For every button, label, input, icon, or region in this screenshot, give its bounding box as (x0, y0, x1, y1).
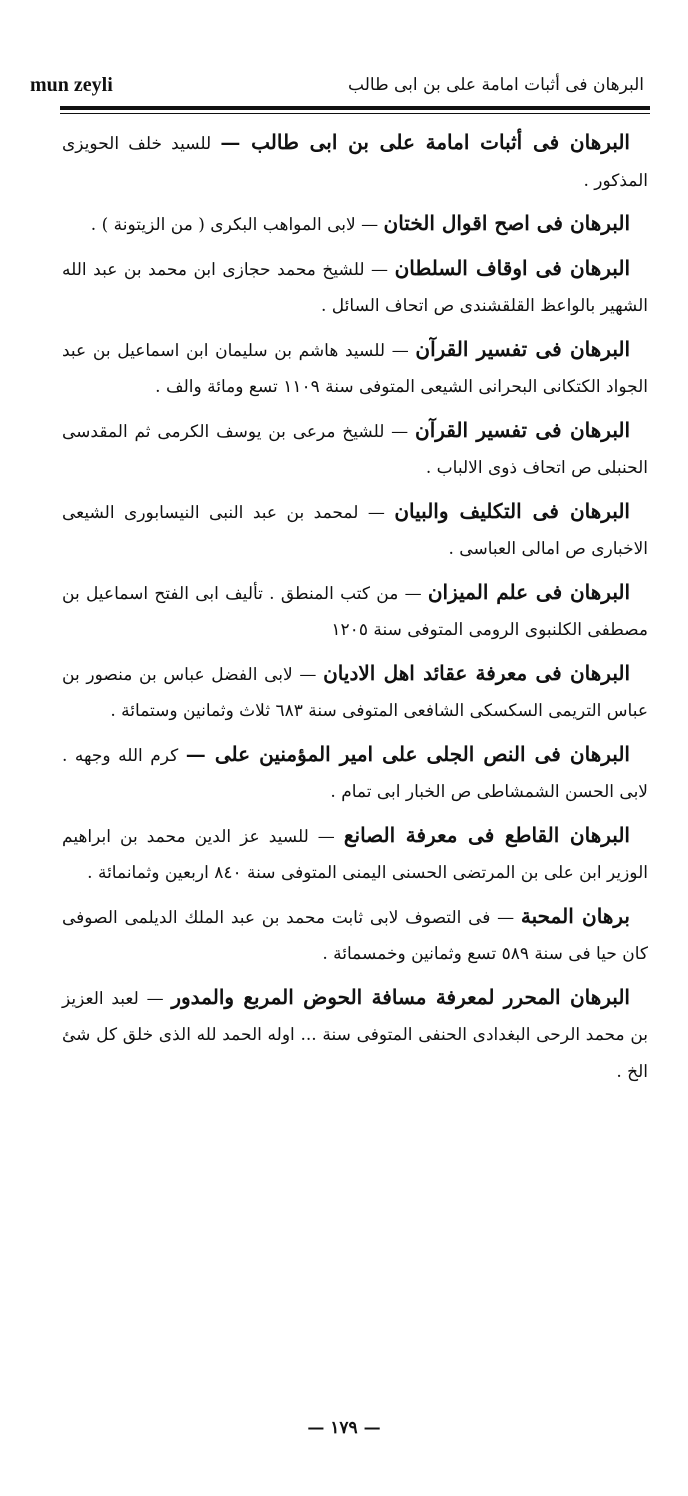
entry-title: البرهان فى تفسير القرآن (415, 417, 631, 442)
running-header (30, 68, 644, 102)
entry (62, 124, 648, 199)
entry-text: — فى التصوف لابى ثابت محمد بن عبد الملك الديلمى الصوفى كان حيا فى سنة ٥٨٩ تسع وثمانين وخمسمائة . (62, 907, 648, 964)
entry (62, 574, 648, 649)
entry (62, 331, 648, 406)
entry-title: البرهان فى التكليف والبيان (394, 498, 630, 523)
entry-text: — من كتب المنطق . تأليف ابى الفتح اسماعيل بن مصطفى الكلنبوى الرومى المتوفى سنة ١٢٠٥ (62, 583, 648, 640)
header-right-title: البرهان فى أثبات امامة على بن ابى طالب (348, 75, 644, 95)
entry-text: كرم الله وجهه . لابى الحسن الشمشاطى ص الخبار ابى تمام . (62, 745, 648, 802)
entry-text: — للشيخ مرعى بن يوسف الكرمى ثم المقدسى الحنبلى ص اتحاف ذوى الالباب . (62, 421, 648, 478)
entry (62, 817, 648, 892)
entry-title: البرهان فى تفسير القرآن (415, 336, 631, 361)
entry-title: البرهان فى النص الجلى على امير المؤمنين على — (185, 741, 630, 766)
entry-text: — للشيخ محمد حجازى ابن محمد بن عبد الله الشهير بالواعظ القلقشندى ص اتحاف السائل . (62, 259, 648, 316)
entry (62, 412, 648, 487)
entry (62, 898, 648, 973)
entry (62, 250, 648, 325)
header-rule-thick (60, 106, 650, 110)
entry-text: — لمحمد بن عبد النبى النيسابورى الشيعى الاخبارى ص امالى العباسى . (62, 502, 648, 559)
entry-title: برهان المحبة (520, 903, 630, 928)
entry (62, 736, 648, 811)
entry (62, 979, 648, 1091)
entry-title: البرهان فى علم الميزان (427, 579, 631, 604)
entry-text: — لعبد العزيز بن محمد الرحى البغدادى الحنفى المتوفى سنة ... اوله الحمد لله الذى خلق كل شئ الخ . (62, 988, 648, 1082)
entry-text: للسيد خلف الحويزى المذكور . (62, 134, 648, 191)
header-rule-thin (60, 113, 650, 114)
entry-text: — لابى الفضل عباس بن منصور بن عباس التريمى السكسكى الشافعى المتوفى سنة ٦٨٣ ثلاث وثمانين وستمائة . (62, 664, 648, 721)
entry-title: البرهان القاطع فى معرفة الصانع (343, 822, 630, 847)
page-number: — ١٧٩ — (307, 1418, 381, 1438)
entry-title: البرهان فى أثبات امامة على بن ابى طالب — (220, 130, 630, 154)
header-left-label: mun zeyli (30, 73, 113, 96)
entry (62, 655, 648, 730)
entries-list (62, 124, 648, 1096)
entry-text: — لابى المواهب البكرى ( من الزيتونة ) . (90, 215, 384, 235)
entry-title: البرهان فى معرفة عقائد اهل الاديان (323, 660, 631, 685)
entry-title: البرهان المحرر لمعرفة مسافة الحوض المربع والمدور (171, 984, 630, 1009)
entry (62, 493, 648, 568)
entry-text: — للسيد هاشم بن سليمان ابن اسماعيل بن عبد الجواد الكتكانى البحرانى الشيعى المتوفى سنة ١١٠٩ تسع ومائة والف . (62, 340, 648, 397)
entry (62, 205, 648, 244)
entry-text: — للسيد عز الدين محمد بن ابراهيم الوزير ابن على بن المرتضى الحسنى اليمنى المتوفى سنة ٨٤٠ اربعين وثمانمائة . (62, 826, 648, 883)
entry-title: البرهان فى اصح اقوال الختان (383, 211, 630, 235)
entry-title: البرهان فى اوقاف السلطان (394, 255, 630, 280)
